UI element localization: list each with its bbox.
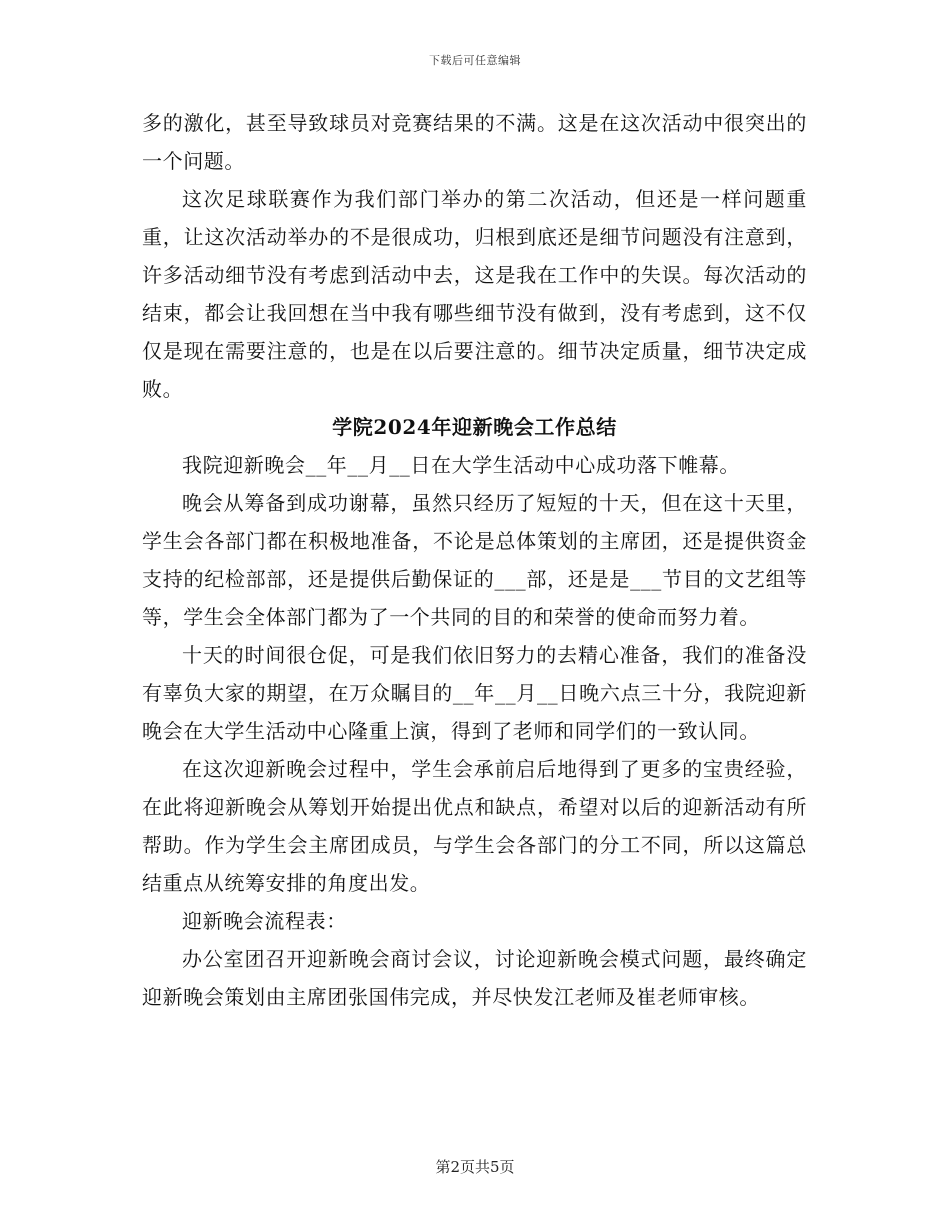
paragraph: 晚会从筹备到成功谢幕，虽然只经历了短短的十天，但在这十天里，学生会各部门都在积极地准备，不论是总体策划的主席团，还是提供资金支持的纪检部部，还是提供后勤保证的___部，还是是___节目的文艺组等等，学生会全体部门都为了一个共同的目的和荣誉的使命而努力着。	[142, 491, 807, 629]
paragraph: 在这次迎新晚会过程中，学生会承前启后地得到了更多的宝贵经验，在此将迎新晚会从筹划开始提出优点和缺点，希望对以后的迎新活动有所帮助。作为学生会主席团成员，与学生会各部门的分工不同，所以这篇总结重点从统筹安排的角度出发。	[142, 757, 807, 895]
section-title: 学院2024年迎新晚会工作总结	[332, 415, 617, 439]
paragraph: 办公室团召开迎新晚会商讨会议，讨论迎新晚会模式问题，最终确定迎新晚会策划由主席团张国伟完成，并尽快发江老师及崔老师审核。	[142, 947, 807, 1009]
paragraph-continuation: 多的激化，甚至导致球员对竞赛结果的不满。这是在这次活动中很突出的一个问题。	[142, 111, 807, 173]
paragraph: 这次足球联赛作为我们部门举办的第二次活动，但还是一样问题重重，让这次活动举办的不是很成功，归根到底还是细节问题没有注意到，许多活动细节没有考虑到活动中去，这是我在工作中的失误。每次活动的结束，都会让我回想在当中我有哪些细节没有做到，没有考虑到，这不仅仅是现在需要注意的，也是在以后要注意的。细节决定质量，细节决定成败。	[142, 187, 807, 401]
page-header: 下载后可任意编辑	[429, 54, 521, 67]
paragraph: 我院迎新晚会__年__月__日在大学生活动中心成功落下帷幕。	[182, 453, 740, 477]
document-body	[142, 104, 807, 1016]
paragraph: 迎新晚会流程表：	[182, 909, 347, 933]
paragraph: 十天的时间很仓促，可是我们依旧努力的去精心准备，我们的准备没有辜负大家的期望，在万众瞩目的__年__月__日晚六点三十分，我院迎新晚会在大学生活动中心隆重上演，得到了老师和同学们的一致认同。	[142, 643, 807, 743]
page-number: 第2页共5页	[435, 1158, 515, 1176]
